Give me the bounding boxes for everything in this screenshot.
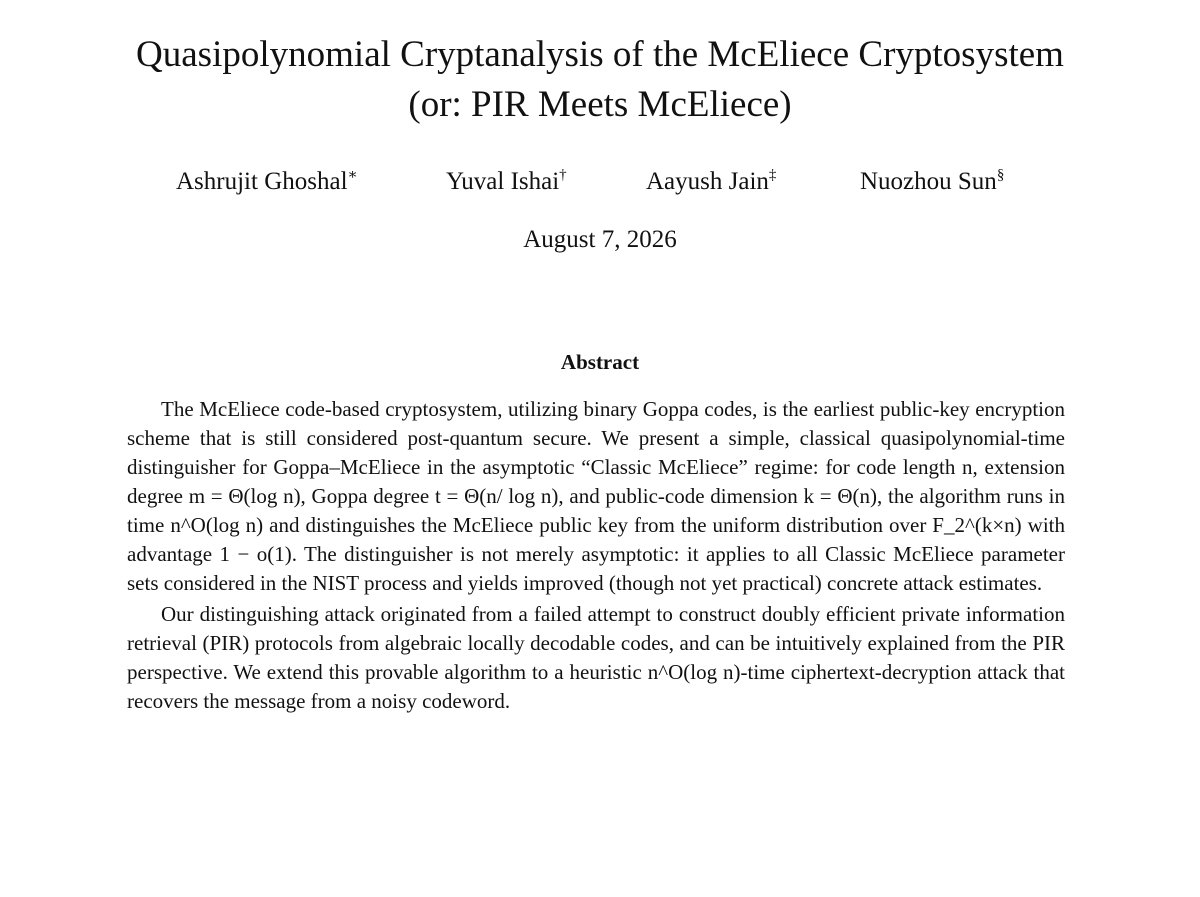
abstract-heading: Abstract — [560, 350, 640, 374]
title-line-1: Quasipolynomial Cryptanalysis of the McEliece Cryptosystem — [136, 34, 1064, 75]
author-ghoshal — [176, 168, 358, 196]
author-name: Nuozhou Sun — [860, 168, 997, 195]
author-footnote-mark: § — [996, 167, 1005, 183]
abstract-body — [127, 395, 1065, 716]
paper-title — [0, 30, 1200, 130]
author-name: Ashrujit Ghoshal — [176, 168, 348, 195]
author-jain — [646, 168, 776, 196]
author-footnote-mark: ‡ — [768, 167, 777, 183]
abstract-paragraph-2: Our distinguishing attack originated from a failed attempt to construct doubly efficient private information retrieval (PIR) protocols from algebraic locally decodable codes, and can be intuitively explained from the PIR perspective. We extend this provable algorithm to a heuristic n^O(log n)-time ciphertext-decryption attack that recovers the message from a noisy codeword. — [127, 602, 1065, 713]
author-ishai — [446, 168, 567, 196]
title-line-2: (or: PIR Meets McEliece) — [408, 84, 792, 125]
author-list — [0, 168, 1200, 202]
author-footnote-mark: ∗ — [347, 167, 358, 183]
author-sun — [860, 168, 1004, 196]
author-name: Yuval Ishai — [446, 168, 560, 195]
author-footnote-mark: † — [559, 167, 567, 183]
paper-date: August 7, 2026 — [523, 226, 677, 253]
abstract-paragraph-1: The McEliece code-based cryptosystem, utilizing binary Goppa codes, is the earliest public-key encryption scheme that is still considered post-quantum secure. We present a simple, classical quasipolynomial-time distinguisher for Goppa–McEliece in the asymptotic “Classic McEliece” regime: for code length n, extension degree m = Θ(log n), Goppa degree t = Θ(n/ log n), and public-code dimension k = Θ(n), the algorithm runs in time n^O(log n) and distinguishes the McEliece public key from the uniform distribution over F_2^(k×n) with advantage 1 − o(1). The distinguisher is not merely asymptotic: it applies to all Classic McEliece parameter sets considered in the NIST process and yields improved (though not yet practical) concrete attack estimates. — [127, 397, 1065, 595]
author-name: Aayush Jain — [646, 168, 769, 195]
